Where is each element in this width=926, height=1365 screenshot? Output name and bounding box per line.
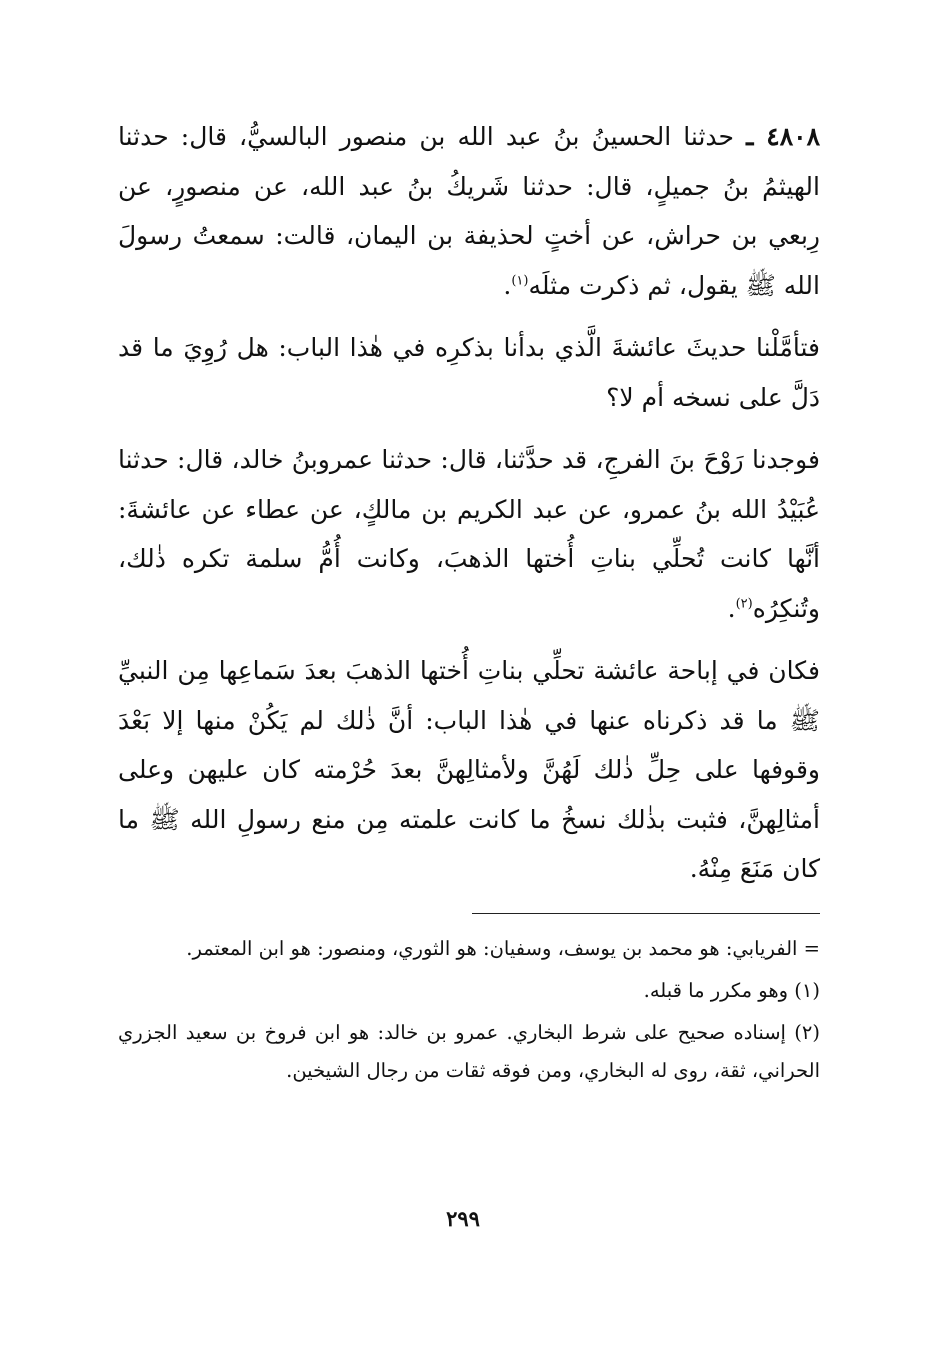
footnote-continued: = الفريابي: هو محمد بن يوسف، وسفيان: هو الثوري، ومنصور: هو ابن المعتمر.	[186, 937, 820, 960]
paragraph-end: .	[689, 854, 698, 883]
narration-paragraph	[118, 435, 820, 633]
footnotes	[118, 930, 820, 1094]
reflection-paragraph	[118, 323, 820, 422]
main-text	[118, 112, 820, 894]
paragraph-text: فتأمَّلْنا حديثَ عائشةَ الَّذي بدأنا بذكرِه في هٰذا الباب: هل رُوِيَ ما قد دَلَّ على نسخه أم لا؟	[118, 333, 820, 412]
footnote-1: (١) وهو مكرر ما قبله.	[643, 979, 820, 1002]
footnote-ref: (١)	[511, 273, 529, 289]
paragraph-text: فكان في إباحة عائشة تحلِّي بناتِ أُختها الذهبَ بعدَ سَماعِها مِن النبيِّ ﷺ ما قد ذكرناه عنها في هٰذا الباب: أنَّ ذٰلك لم يَكُنْ منها إلا بَعْدَ وقوفها على حِلِّ ذٰلك لَهُنَّ ولأمثالِهنَّ بعدَ حُرْمته كان عليهن وعلى أمثالِهنَّ، فثبت بذٰلك نسخُ ما كانت علمته مِن منع رسولِ الله ﷺ ما كان مَنَعَ مِنْهُ	[118, 656, 820, 883]
footnote-2: (٢) إسناده صحيح على شرط البخاري. عمرو بن خالد: هو ابن فروخ بن سعيد الجزري الحراني، ثقة، روى له البخاري، ومن فوقه ثقات من رجال الشيخين.	[118, 1021, 820, 1082]
page-number: ٢٩٩	[446, 1206, 480, 1231]
paragraph-end: .	[503, 270, 512, 300]
paragraph-end: .	[727, 593, 736, 623]
footnote-ref: (٢)	[735, 596, 753, 612]
paragraph-text: حدثنا الحسينُ بنُ عبد الله بن منصور البالسيُّ، قال: حدثنا الهيثمُ بنُ جميلٍ، قال: حدثنا شَريكُ بنُ عبد الله، عن منصورٍ، عن رِبعي بن حراش، عن أختٍ لحذيفة بن اليمان، قالت: سمعتُ رسولَ الله ﷺ يقول، ثم ذكرت مثلَه	[118, 122, 820, 300]
footnote-divider	[472, 913, 820, 914]
hadith-4808-paragraph	[118, 112, 820, 310]
conclusion-paragraph	[118, 646, 820, 894]
hadith-number: ٤٨٠٨ ـ	[746, 122, 820, 151]
paragraph-text: فوجدنا رَوْحَ بنَ الفرجِ، قد حدَّثنا، قال: حدثنا عمروبنُ خالد، قال: حدثنا عُبَيْدُ الله بنُ عمرو، عن عبد الكريم بن مالكٍ، عن عطاء عن عائشةَ: أنَّها كانت تُحلِّي بناتِ أُختها الذهبَ، وكانت أُمُّ سلمة تكره ذٰلك، وتُنكِرُه	[118, 445, 820, 623]
